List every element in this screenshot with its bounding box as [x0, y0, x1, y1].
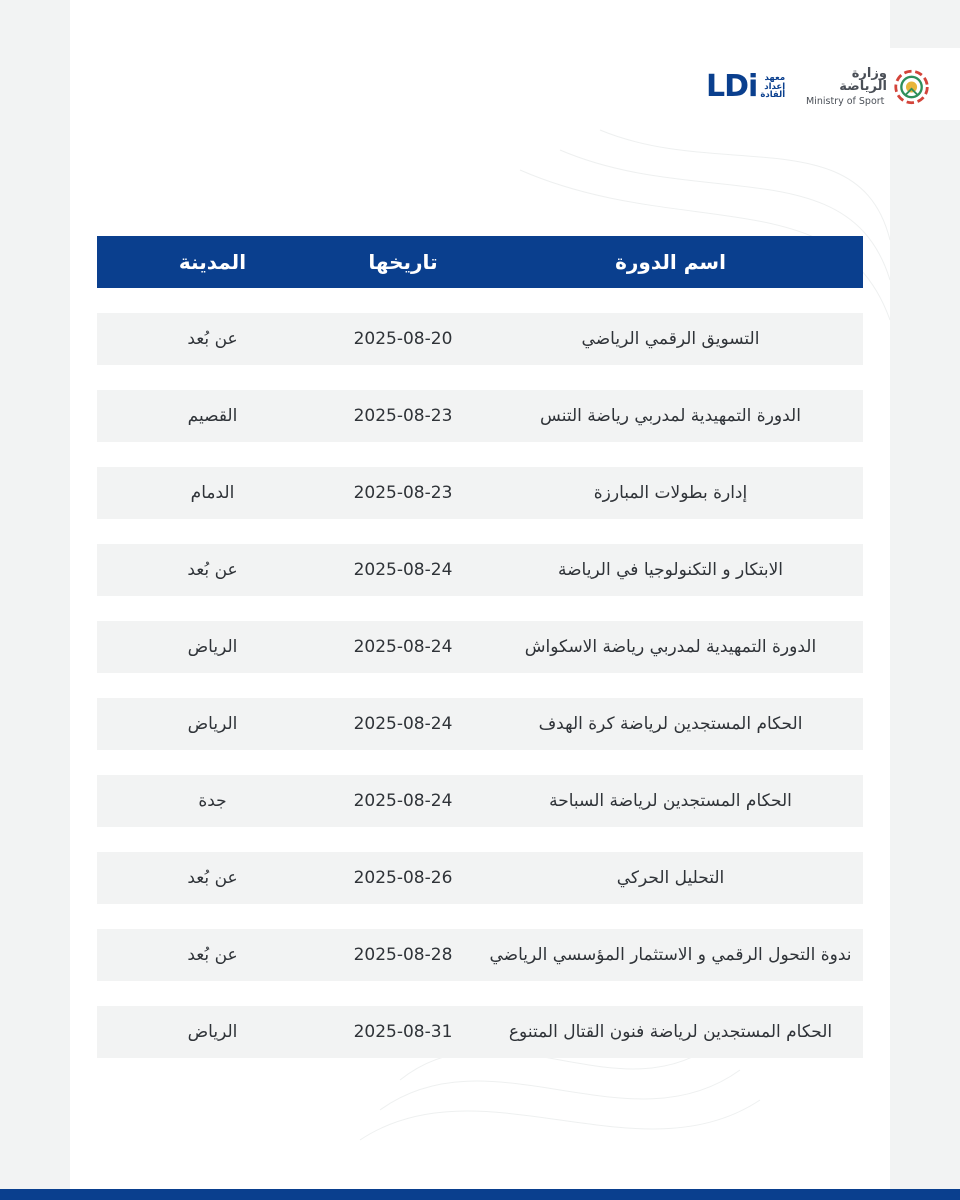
course-date: 2025-08-23 [353, 406, 453, 426]
course-date: 2025-08-24 [353, 637, 453, 657]
table-row [97, 313, 863, 365]
course-city: الرياض [187, 714, 238, 734]
course-date: 2025-08-20 [353, 329, 453, 349]
table-row [97, 929, 863, 981]
course-city: عن بُعد [187, 329, 238, 349]
course-date: 2025-08-28 [353, 945, 453, 965]
header-course-name: اسم الدورة [615, 250, 726, 274]
course-date: 2025-08-23 [353, 483, 453, 503]
table-row [97, 544, 863, 596]
header-course-city: المدينة [178, 250, 247, 274]
table-row [97, 698, 863, 750]
table-header [97, 236, 863, 288]
header-course-date: تاريخها [368, 250, 438, 274]
ldi-logo-arabic [760, 74, 785, 101]
course-city: عن بُعد [187, 868, 238, 888]
course-name: التحليل الحركي [616, 868, 725, 888]
ministry-of-sport-logo [806, 64, 930, 110]
course-date: 2025-08-26 [353, 868, 453, 888]
course-name: الابتكار و التكنولوجيا في الرياضة [557, 560, 784, 580]
course-city: الرياض [187, 1022, 238, 1042]
ldi-ar-line1: معهد [764, 72, 786, 83]
table-row [97, 621, 863, 673]
courses-table [97, 236, 863, 1058]
table-row [97, 390, 863, 442]
course-date: 2025-08-31 [353, 1022, 453, 1042]
course-name: الدورة التمهيدية لمدربي رياضة التنس [540, 406, 801, 426]
course-name: التسويق الرقمي الرياضي [581, 329, 760, 349]
table-row [97, 775, 863, 827]
course-name: الحكام المستجدين لرياضة كرة الهدف [538, 714, 803, 734]
ministry-logo-text [806, 67, 887, 107]
ministry-name-ar: وزارة الرياضة [839, 66, 887, 95]
ldi-ar-line3: القادة [760, 90, 786, 101]
table-row [97, 467, 863, 519]
course-city: جدة [198, 791, 227, 811]
course-name: ندوة التحول الرقمي و الاستثمار المؤسسي الرياضي [489, 945, 852, 965]
course-date: 2025-08-24 [353, 714, 453, 734]
course-city: عن بُعد [187, 560, 238, 580]
course-name: الحكام المستجدين لرياضة فنون القتال المتنوع [508, 1022, 833, 1042]
course-date: 2025-08-24 [353, 560, 453, 580]
table-row [97, 852, 863, 904]
course-city: الرياض [187, 637, 238, 657]
ldi-logo [706, 70, 796, 104]
ministry-name-en: Ministry of Sport [806, 96, 885, 108]
course-name: الدورة التمهيدية لمدربي رياضة الاسكواش [524, 637, 817, 657]
course-city: عن بُعد [187, 945, 238, 965]
course-name: إدارة بطولات المبارزة [593, 483, 748, 503]
ministry-emblem-icon [893, 67, 930, 107]
course-date: 2025-08-24 [353, 791, 453, 811]
course-city: القصيم [187, 406, 238, 426]
ldi-logo-word: LDi [706, 69, 758, 104]
course-name: الحكام المستجدين لرياضة السباحة [549, 791, 792, 811]
course-city: الدمام [190, 483, 235, 503]
ldi-ar-line2: إعداد [764, 81, 786, 92]
bottom-brand-bar [0, 1189, 960, 1200]
table-row [97, 1006, 863, 1058]
